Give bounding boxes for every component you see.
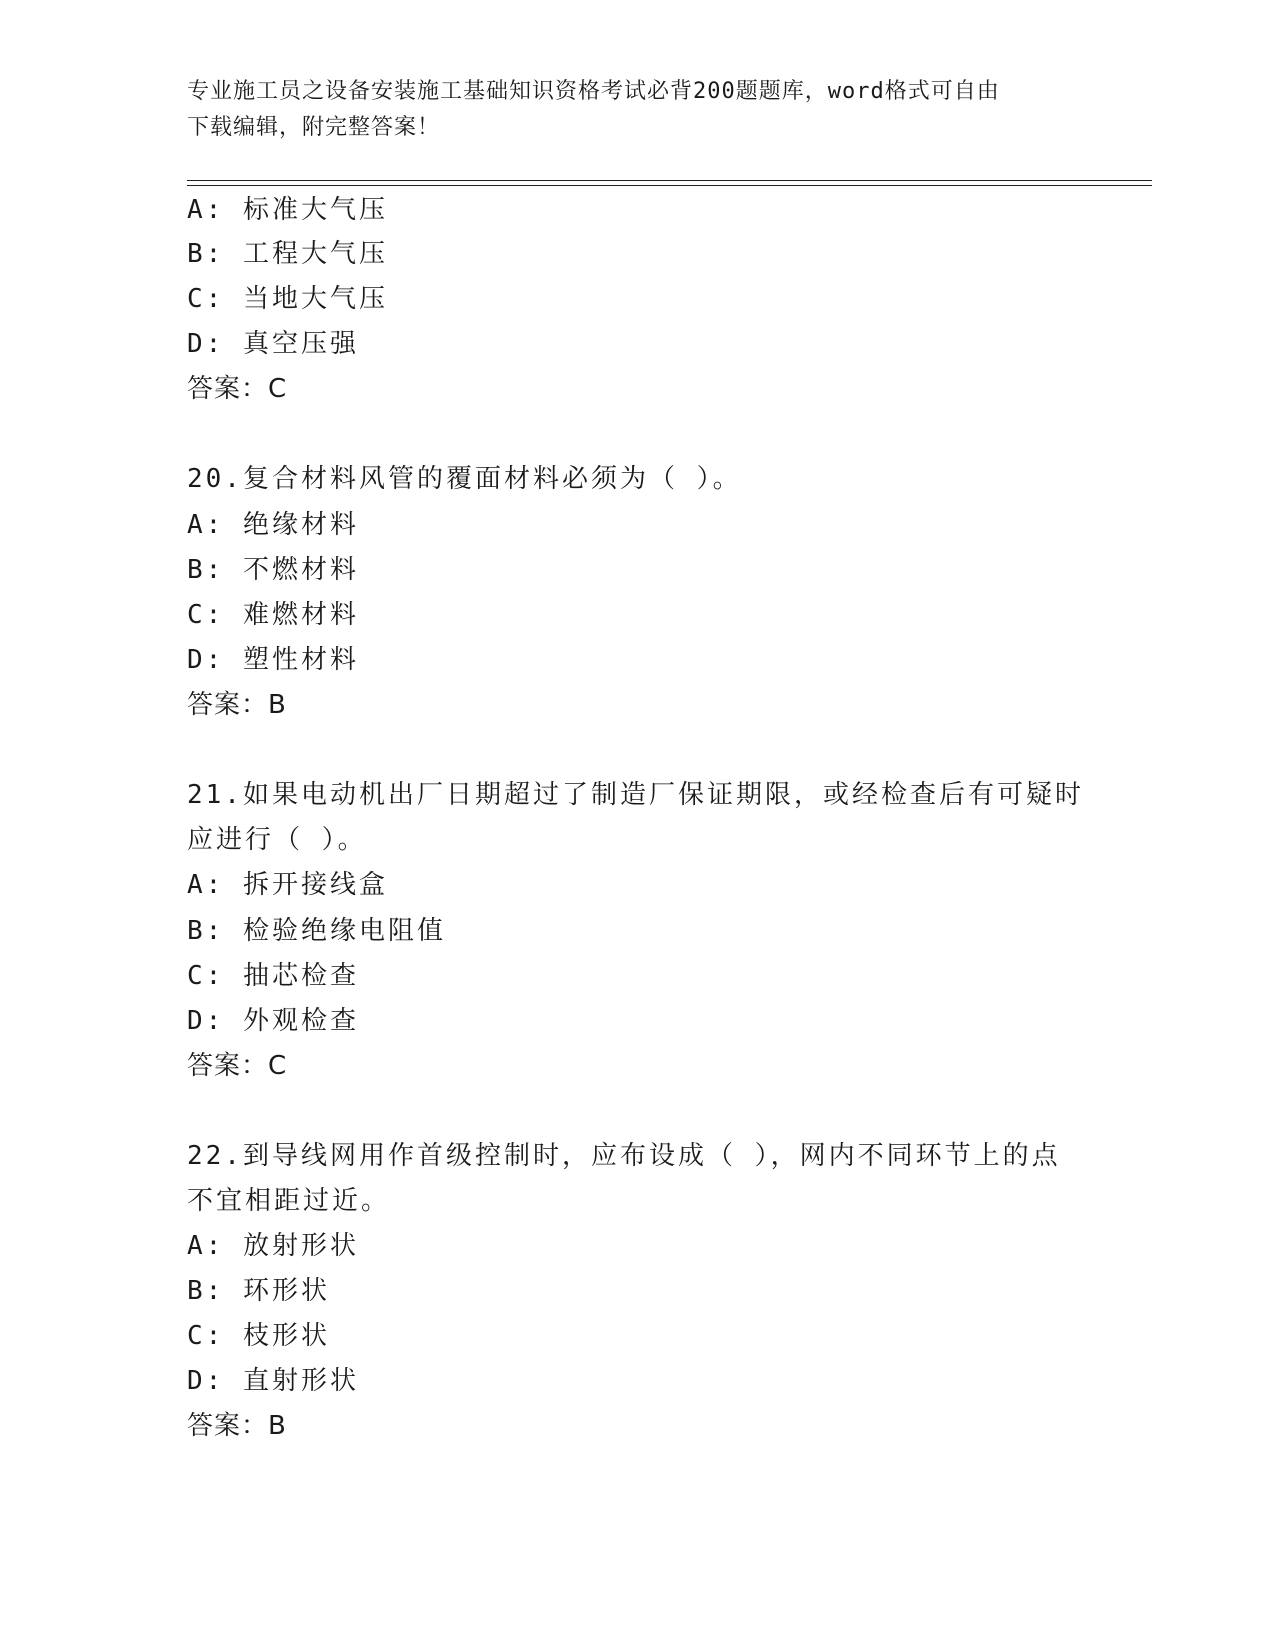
q22-stem-line-1: 22.到导线网用作首级控制时，应布设成（ ），网内不同环节上的点	[187, 1141, 1061, 1171]
q20-option-b: B: 不燃材料	[187, 555, 359, 585]
header-divider-top	[187, 180, 1152, 181]
q21-stem-line-2: 应进行（ ）。	[187, 825, 367, 855]
document-header	[187, 74, 1067, 146]
q22-stem-line-2: 不宜相距过近。	[187, 1186, 391, 1216]
header-line-2: 下载编辑，附完整答案！	[187, 115, 441, 140]
q22-answer: 答案：B	[187, 1411, 287, 1441]
q20-answer: 答案：B	[187, 690, 287, 720]
q19-option-c: C: 当地大气压	[187, 284, 388, 314]
q20-option-d: D: 塑性材料	[187, 645, 359, 675]
q19-option-d: D: 真空压强	[187, 329, 359, 359]
q21-option-a: A: 拆开接线盒	[187, 870, 388, 900]
q22-option-a: A: 放射形状	[187, 1231, 359, 1261]
q22-option-d: D: 直射形状	[187, 1366, 359, 1396]
header-divider-bottom	[187, 185, 1152, 186]
q21-answer: 答案：C	[187, 1051, 288, 1081]
q20-stem: 20.复合材料风管的覆面材料必须为（ ）。	[187, 464, 742, 494]
q21-option-c: C: 抽芯检查	[187, 961, 359, 991]
q21-stem-line-1: 21.如果电动机出厂日期超过了制造厂保证期限，或经检查后有可疑时	[187, 780, 1084, 810]
q22-option-b: B: 环形状	[187, 1276, 330, 1306]
q21-option-d: D: 外观检查	[187, 1006, 359, 1036]
header-line-1: 专业施工员之设备安装施工基础知识资格考试必背200题题库，word格式可自由	[187, 79, 1000, 104]
q19-answer: 答案：C	[187, 374, 288, 404]
q21-option-b: B: 检验绝缘电阻值	[187, 916, 446, 946]
q20-option-c: C: 难燃材料	[187, 600, 359, 630]
q22-option-c: C: 枝形状	[187, 1321, 330, 1351]
q19-option-b: B: 工程大气压	[187, 239, 388, 269]
q20-option-a: A: 绝缘材料	[187, 510, 359, 540]
q19-option-a: A: 标准大气压	[187, 195, 388, 225]
